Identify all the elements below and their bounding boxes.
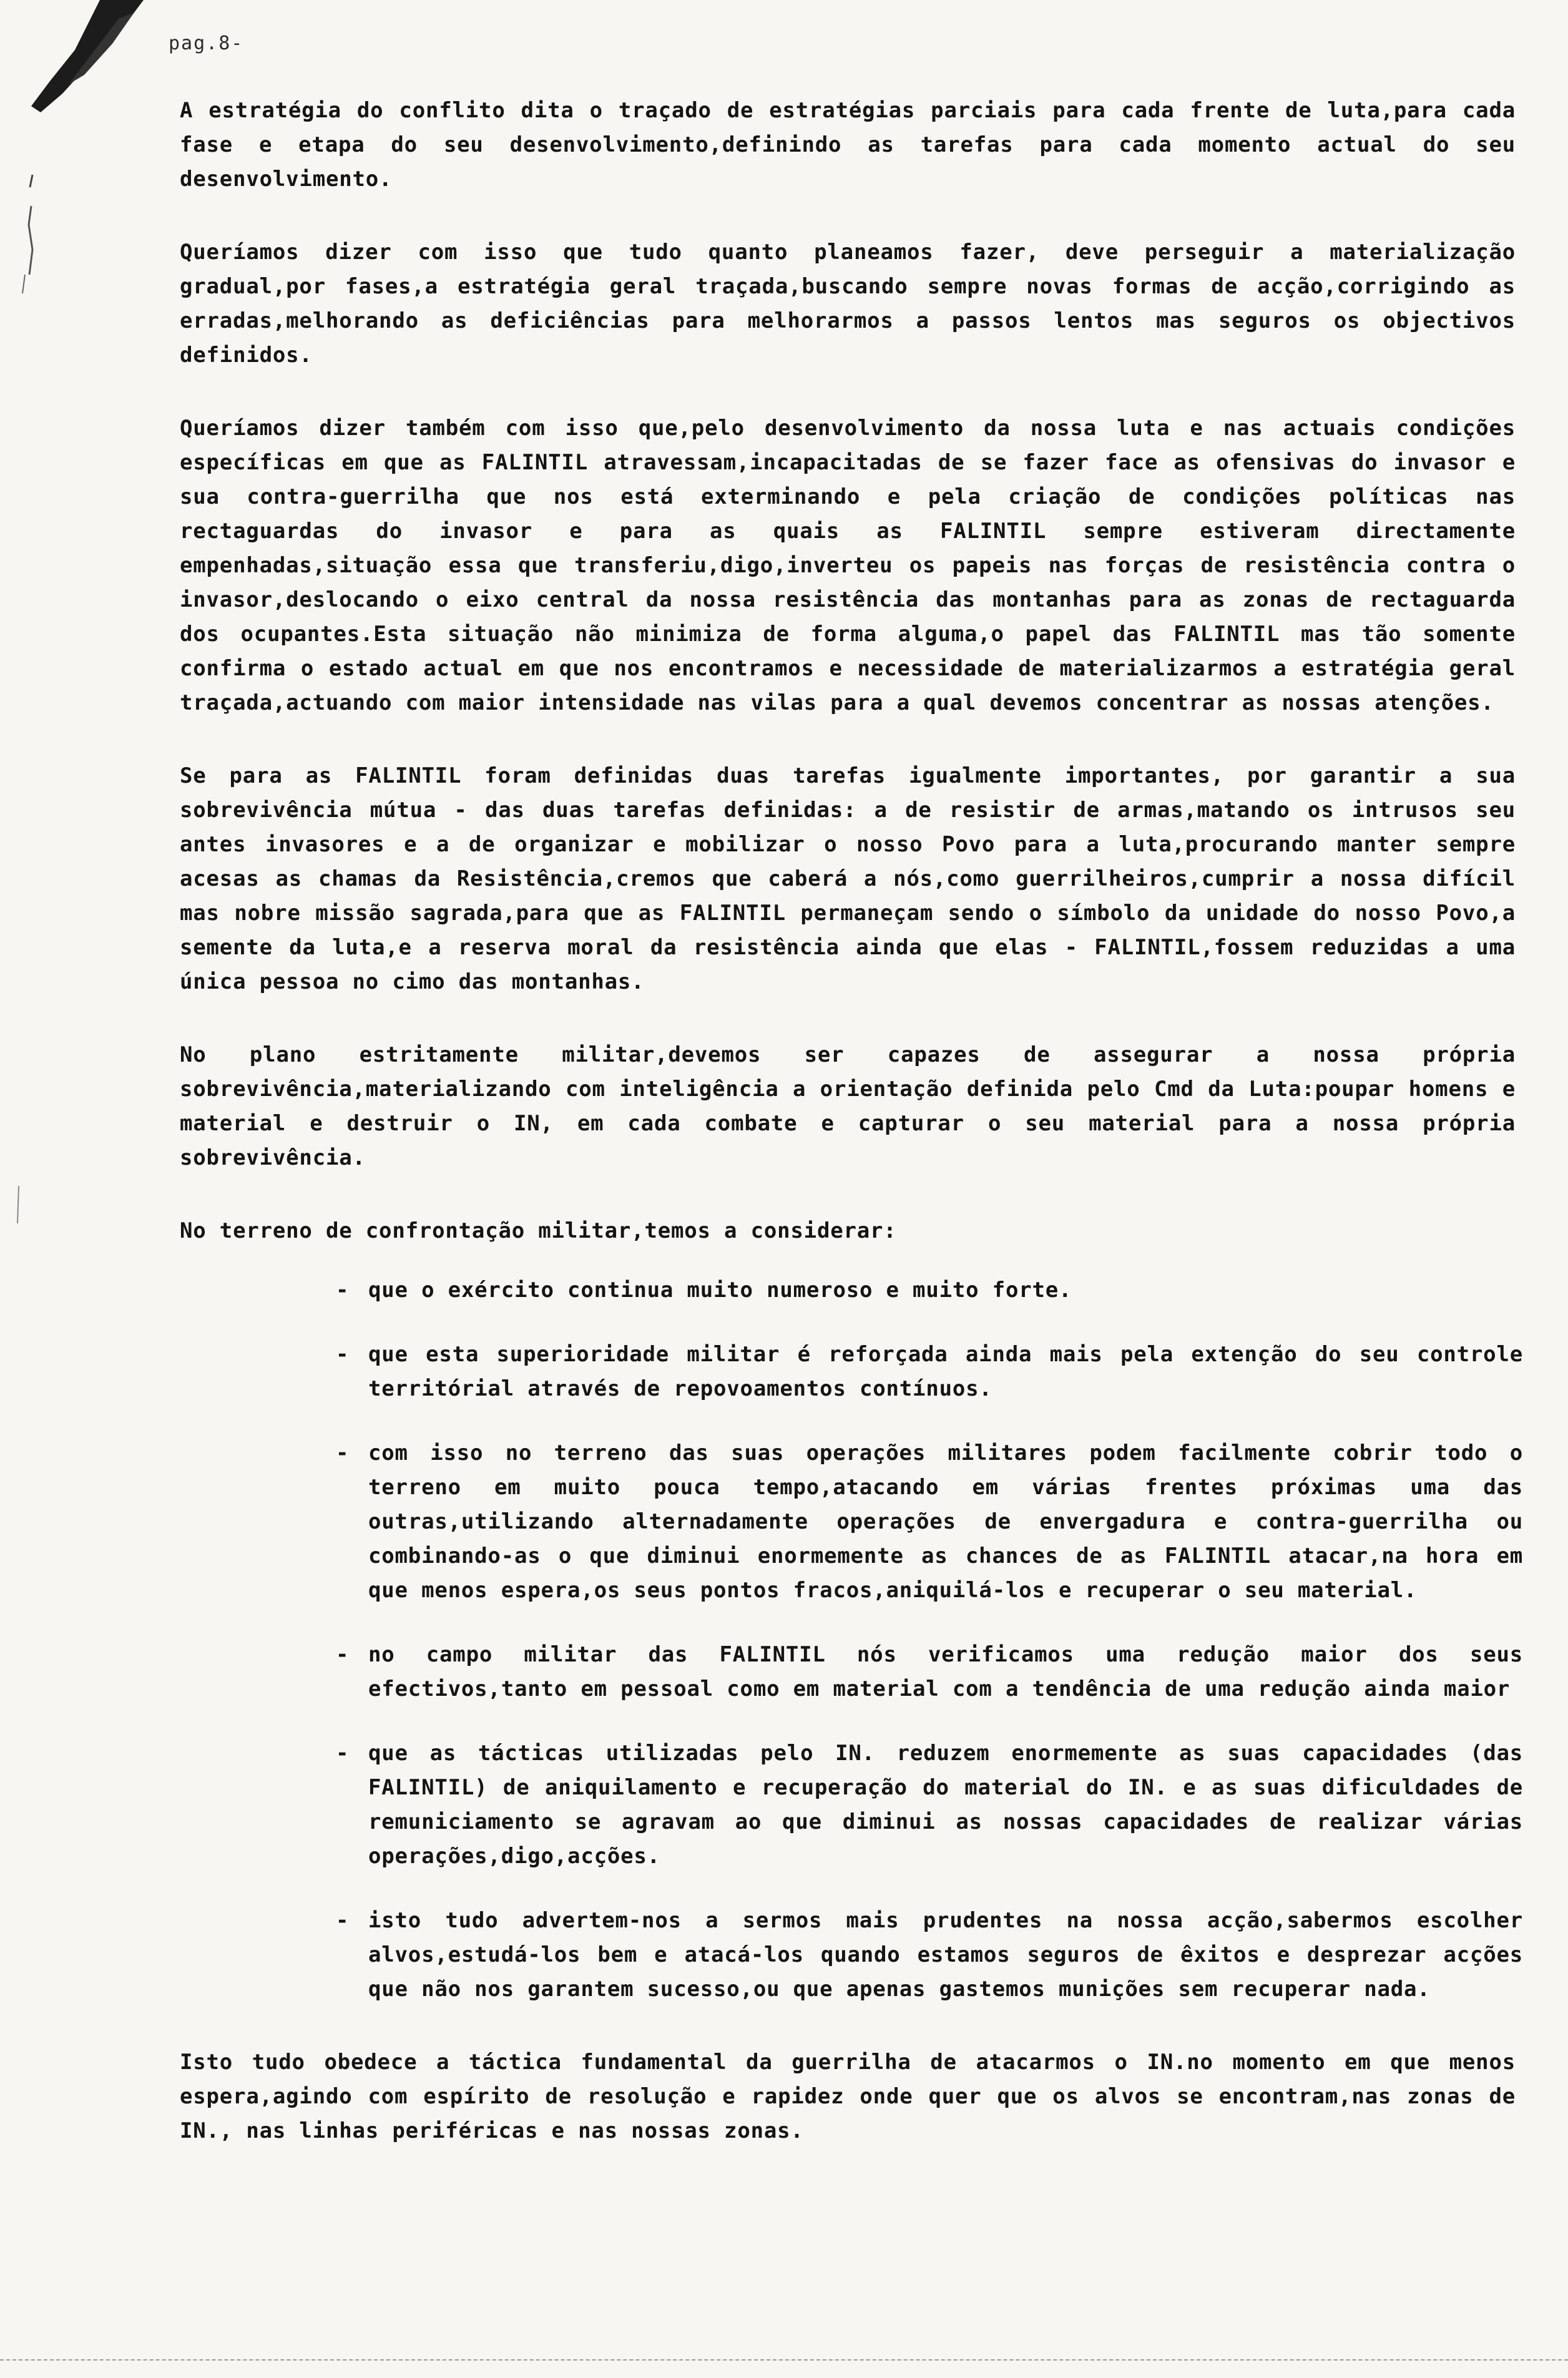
paragraph-two-tasks: Se para as FALINTIL foram definidas duas tarefas igualmente importantes, por garantir a sua sobrevivência mútua - das duas tarefas definidas: a de resistir de armas,matando os intrusos seu antes invasores e a de organizar e mobilizar o nosso Povo para a luta,procurando manter sempre acesas as chamas da Resistência,cremos que caberá a nós,como guerrilheiros,cumprir a nossa difícil mas nobre missão sagrada,para que as FALINTIL permaneçam sendo o símbolo da unidade do nosso Povo,a semente da luta,e a reserva moral da resistência ainda que elas - FALINTIL,fossem reduzidas a uma única pessoa no cimo das montanhas. [180,763,1516,994]
scan-edge-line [0,2359,1568,2361]
bullet-dash: - [336,1741,350,1766]
margin-pen-marks [0,125,50,1373]
ink-smudge-mark [25,0,144,137]
bullet-dash: - [336,1908,350,1933]
list-item [336,1338,1523,1406]
paragraph-closing: Isto tudo obedece a táctica fundamental da guerrilha de atacarmos o IN.no momento em que menos espera,agindo com espírito de resolução e rapidez onde quer que os alvos se encontram,nas zonas de IN., nas linhas periféricas e nas nossas zonas. [180,2050,1516,2143]
paragraph-confrontation-intro: No terreno de confrontação militar,temos a considerar: [180,1218,897,1243]
list-item [336,1638,1523,1706]
document-body [180,94,1523,2187]
bullet-dash: - [336,1441,350,1465]
list-item [336,1273,1523,1308]
list-item [336,1436,1523,1608]
list-item [336,1736,1523,1874]
paragraph-military-plan: No plano estritamente militar,devemos ser capazes de assegurar a nossa própria sobrevivência,materializando com inteligência a orientação definida pelo Cmd da Luta:poupar homens e material e destruir o IN, em cada combate e capturar o seu material para a nossa própria sobrevivência. [180,1042,1516,1170]
bullet-dash: - [336,1342,350,1367]
list-item-text: que o exército continua muito numeroso e muito forte. [368,1278,1072,1303]
list-item [336,1904,1523,2007]
list-item-text: no campo militar das FALINTIL nós verificamos uma redução maior dos seus efectivos,tanto em pessoal como em material com a tendência de uma redução ainda maior [368,1642,1523,1701]
considerations-list [180,1273,1523,2007]
list-item-text: que as tácticas utilizadas pelo IN. reduzem enormemente as suas capacidades (das FALINTIL) de aniquilamento e recuperação do material do IN. e as suas dificuldades de remuniciamento se agravam ao que diminui as nossas capacidades de realizar várias operações,digo,acções. [368,1741,1523,1869]
page-number: pag.8- [169,32,244,54]
paragraph-current-conditions: Queríamos dizer também com isso que,pelo desenvolvimento da nossa luta e nas actuais condições específicas em que as FALINTIL atravessam,incapacitadas de se fazer face as ofensivas do invasor e sua contra-guerrilha que nos está exterminando e pela criação de condições políticas nas rectaguardas do invasor e para as quais as FALINTIL sempre estiveram directamente empenhadas,situação essa que transferiu,digo,inverteu os papeis nas forças de resistência contra o invasor,deslocando o eixo central da nossa resistência das montanhas para as zonas de rectaguarda dos ocupantes.Esta situação não minimiza de forma alguma,o papel das FALINTIL mas tão somente confirma o estado actual em que nos encontramos e necessidade de materializarmos a estratégia geral traçada,actuando com maior intensidade nas vilas para a qual devemos concentrar as nossas atenções. [180,416,1516,715]
paragraph-strategy: A estratégia do conflito dita o traçado de estratégias parciais para cada frente de luta,para cada fase e etapa do seu desenvolvimento,definindo as tarefas para cada momento actual do seu desenvolvimento. [180,98,1516,192]
list-item-text: que esta superioridade militar é reforçada ainda mais pela extenção do seu controle territórial através de repovoamentos contínuos. [368,1342,1523,1401]
bullet-dash: - [336,1278,350,1303]
list-item-text: isto tudo advertem-nos a sermos mais prudentes na nossa acção,sabermos escolher alvos,estudá-los bem e atacá-los quando estamos seguros de êxitos e desprezar acções que não nos garantem sucesso,ou que apenas gastemos munições sem recuperar nada. [368,1908,1523,2002]
paragraph-gradual-materialization: Queríamos dizer com isso que tudo quanto planeamos fazer, deve perseguir a materialização gradual,por fases,a estratégia geral traçada,buscando sempre novas formas de acção,corrigindo as erradas,melhorando as deficiências para melhorarmos a passos lentos mas seguros os objectivos definidos. [180,240,1516,368]
bullet-dash: - [336,1642,350,1667]
list-item-text: com isso no terreno das suas operações militares podem facilmente cobrir todo o terreno em muito pouca tempo,atacando em várias frentes próximas uma das outras,utilizando alternadamente operações de envergadura e contra-guerrilha ou combinando-as o que diminui enormemente as chances de as FALINTIL atacar,na hora em que menos espera,os seus pontos fracos,aniquilá-los e recuperar o seu material. [368,1441,1523,1603]
